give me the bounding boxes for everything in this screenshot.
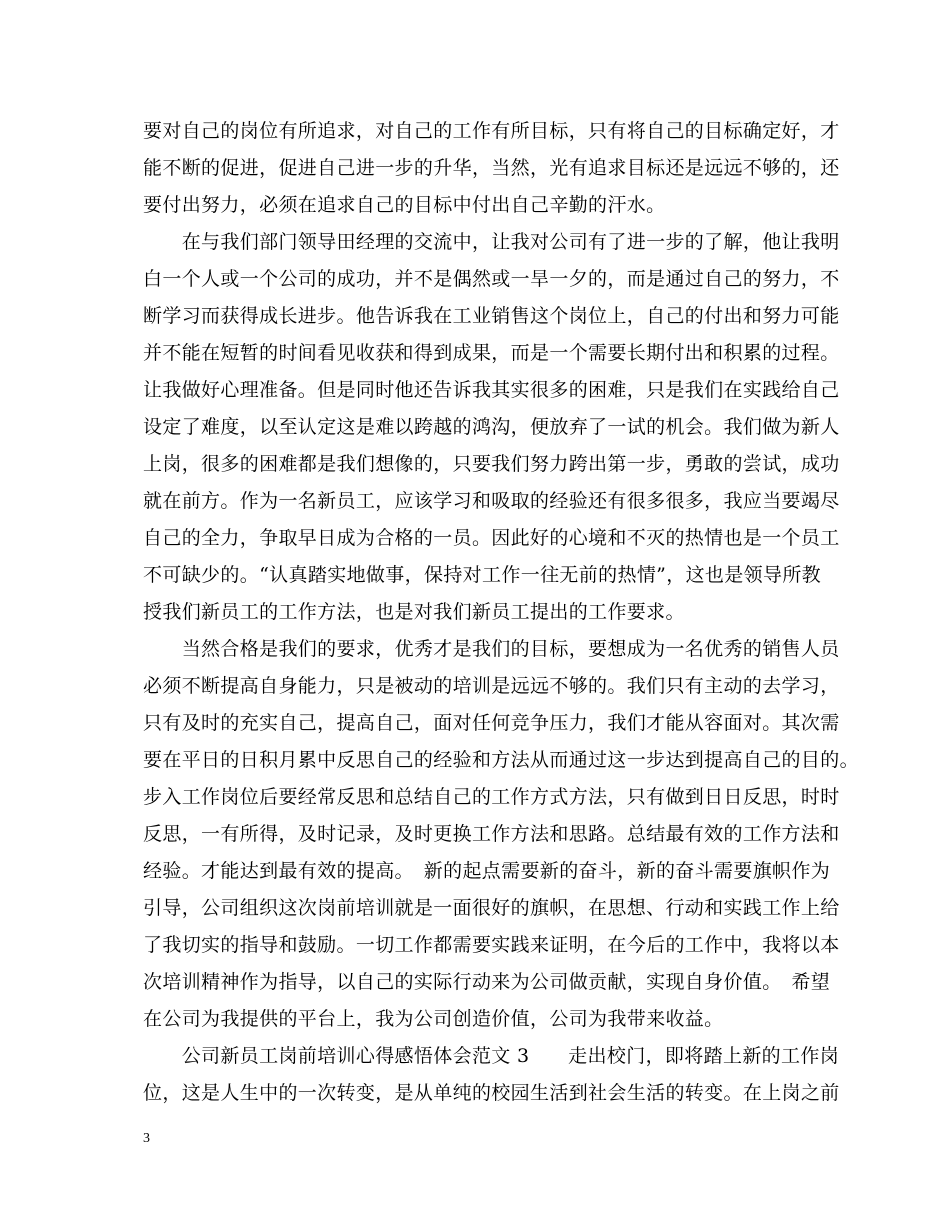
body-text [143,113,859,1112]
text-line: 了我切实的指导和鼓励。一切工作都需要实践来证明，在今后的工作中，我将以本 [143,934,840,956]
text-line: 自己的全力，争取早日成为合格的一员。因此好的心境和不灭的热情也是一个员工 [143,527,840,549]
text-line: 能不断的促进，促进自己进一步的升华，当然，光有追求目标还是远远不够的，还 [143,157,840,179]
text-line: 要对自己的岗位有所追求，对自己的工作有所目标，只有将自己的目标确定好，才 [143,120,840,142]
text-line: 并不能在短暂的时间看见收获和得到成果，而是一个需要长期付出和积累的过程。 [143,342,840,364]
text-line: 步入工作岗位后要经常反思和总结自己的工作方式方法，只有做到日日反思，时时 [143,786,840,808]
text-line: 让我做好心理准备。但是同时他还告诉我其实很多的困难，只是我们在实践给自己 [143,379,840,401]
text-line: 必须不断提高自身能力，只是被动的培训是远远不够的。我们只有主动的去学习， [143,675,840,697]
text-line: 位，这是人生中的一次转变，是从单纯的校园生活到社会生活的转变。在上岗之前 [143,1082,840,1104]
text-line: 公司新员工岗前培训心得感悟体会范文 3 走出校门，即将踏上新的工作岗 [143,1045,840,1067]
text-line: 经验。才能达到最有效的提高。 新的起点需要新的奋斗，新的奋斗需要旗帜作为 [143,860,831,882]
text-line: 白一个人或一个公司的成功，并不是偶然或一旱一夕的，而是通过自己的努力，不 [143,268,840,290]
text-line: 在与我们部门领导田经理的交流中，让我对公司有了进一步的了解，他让我明 [143,231,840,253]
text-line: 设定了难度，以至认定这是难以跨越的鸿沟，便放弃了一试的机会。我们做为新人 [143,416,840,438]
text-line: 上岗，很多的困难都是我们想像的，只要我们努力跨出第一步，勇敢的尝试，成功 [143,453,840,475]
text-line: 要在平日的日积月累中反思自己的经验和方法从而通过这一步达到提高自己的目的。 [143,749,859,771]
text-line: 反思，一有所得，及时记录，及时更换工作方法和思路。总结最有效的工作方法和 [143,823,840,845]
text-line: 要付出努力，必须在追求自己的目标中付出自己辛勤的汗水。 [143,194,666,216]
text-line: 当然合格是我们的要求，优秀才是我们的目标，要想成为一名优秀的销售人员 [143,638,840,660]
text-line: 次培训精神作为指导，以自己的实际行动来为公司做贡献，实现自身价值。 希望 [143,971,831,993]
page-number: 3 [143,1131,150,1146]
text-line: 引导，公司组织这次岗前培训就是一面很好的旗帜，在思想、行动和实践工作上给 [143,897,840,919]
text-line: 只有及时的充实自己，提高自己，面对任何竞争压力，我们才能从容面对。其次需 [143,712,840,734]
text-line: 断学习而获得成长进步。他告诉我在工业销售这个岗位上，自己的付出和努力可能 [143,305,840,327]
text-line: 在公司为我提供的平台上，我为公司创造价值，公司为我带来收益。 [143,1008,724,1030]
text-line: 不可缺少的。“认真踏实地做事，保持对工作一往无前的热情”，这也是领导所教 [143,564,822,586]
text-line: 就在前方。作为一名新员工，应该学习和吸取的经验还有很多很多，我应当要竭尽 [143,490,840,512]
text-line: 授我们新员工的工作方法，也是对我们新员工提出的工作要求。 [143,601,685,623]
